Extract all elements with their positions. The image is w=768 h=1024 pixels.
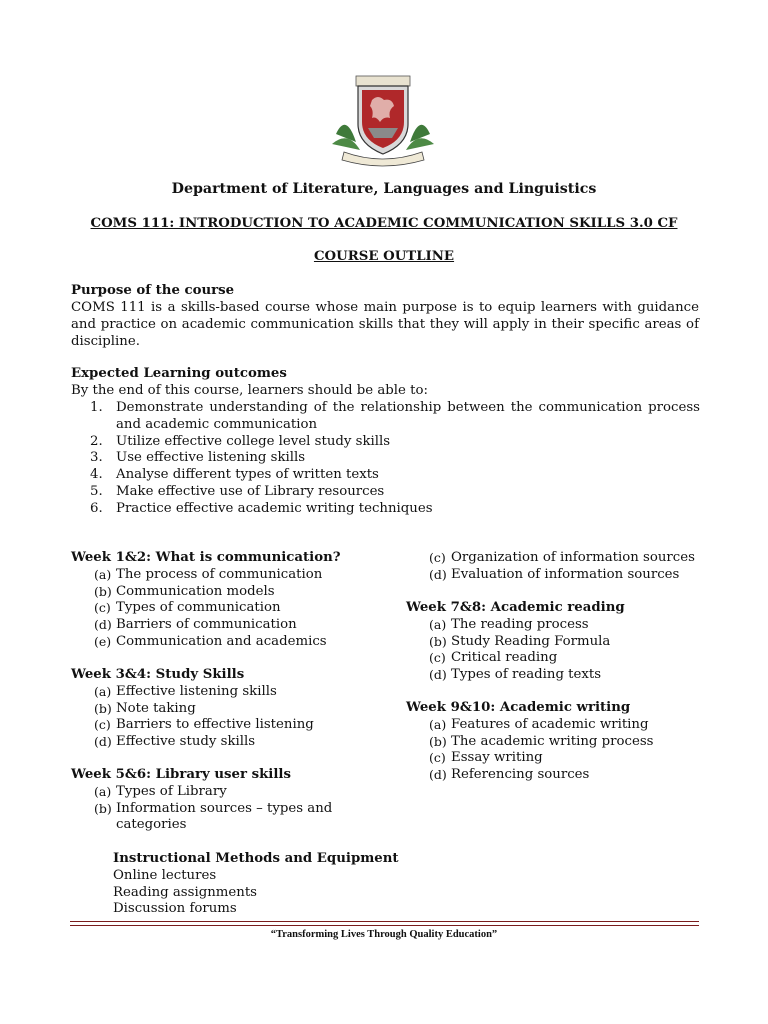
list-item: (b) Information sources – types and categories	[94, 800, 333, 833]
outcome-item: 1. Demonstrate understanding of the relationship between the communication process and academic communication	[90, 400, 700, 432]
week-5-6-continued	[406, 550, 726, 584]
method-item: Discussion forums	[113, 901, 237, 917]
week-title: Week 5&6: Library user skills	[71, 767, 291, 782]
outcomes-intro: By the end of this course, learners should be able to:	[71, 383, 428, 398]
course-title: COMS 111: INTRODUCTION TO ACADEMIC COMMUNICATION SKILLS 3.0 CF	[90, 216, 678, 231]
list-item: (d) Evaluation of information sources	[429, 566, 680, 582]
methods-heading: Instructional Methods and Equipment	[113, 851, 399, 866]
method-item: Reading assignments	[113, 884, 257, 900]
outcomes-heading: Expected Learning outcomes	[71, 366, 287, 381]
list-item: (a) The process of communication	[94, 566, 323, 582]
list-item: (d) Barriers of communication	[94, 617, 297, 633]
list-item: (a) Effective listening skills	[94, 683, 277, 699]
week-title: Week 3&4: Study Skills	[71, 667, 245, 682]
list-item: (d) Effective study skills	[94, 734, 256, 750]
week-title: Week 1&2: What is communication?	[71, 550, 341, 565]
purpose-text: COMS 111 is a skills-based course whose main purpose is to equip learners with guidance and practice on academic communication skills that they will apply in their specific areas of discipline.	[71, 300, 699, 349]
week-title: Week 7&8: Academic reading	[406, 600, 625, 615]
list-item: (b) Study Reading Formula	[429, 633, 611, 649]
list-item: (b) Note taking	[94, 700, 196, 716]
week-title: Week 9&10: Academic writing	[406, 700, 631, 715]
list-item: (d) Referencing sources	[429, 767, 590, 783]
list-item: (a) The reading process	[429, 616, 589, 632]
list-item: (c) Essay writing	[429, 750, 543, 766]
list-item: (a) Types of Library	[94, 783, 227, 799]
week-7-8	[406, 600, 726, 684]
outcome-item: 3. Use effective listening skills	[90, 450, 306, 466]
outcomes-list	[90, 400, 700, 518]
outcome-item: 5. Make effective use of Library resources	[90, 483, 385, 499]
outcome-item: 2. Utilize effective college level study skills	[90, 433, 391, 449]
method-item: Online lectures	[113, 867, 217, 883]
university-crest	[326, 72, 440, 168]
list-item: (b) The academic writing process	[429, 733, 654, 749]
department-title: Department of Literature, Languages and Linguistics	[171, 181, 597, 197]
week-1-2	[71, 550, 391, 651]
list-item: (b) Communication models	[94, 583, 275, 599]
list-item: (c) Barriers to effective listening	[94, 717, 314, 733]
footer-divider	[70, 921, 699, 926]
footer-motto: “Transforming Lives Through Quality Education”	[270, 929, 498, 940]
list-item: (c) Types of communication	[94, 600, 281, 616]
week-3-4	[71, 667, 391, 751]
list-item: (c) Critical reading	[429, 650, 558, 666]
list-item: (d) Types of reading texts	[429, 667, 602, 683]
instructional-methods	[113, 851, 399, 918]
week-9-10	[406, 700, 726, 784]
list-item: (a) Features of academic writing	[429, 716, 649, 732]
outcome-item: 4. Analyse different types of written texts	[90, 467, 379, 483]
week-5-6	[71, 767, 361, 834]
purpose-heading: Purpose of the course	[71, 283, 235, 298]
list-item: (e) Communication and academics	[94, 633, 327, 649]
list-item: (c) Organization of information sources	[429, 550, 695, 565]
outcome-item: 6. Practice effective academic writing techniques	[90, 500, 433, 516]
outline-heading: COURSE OUTLINE	[313, 249, 455, 264]
